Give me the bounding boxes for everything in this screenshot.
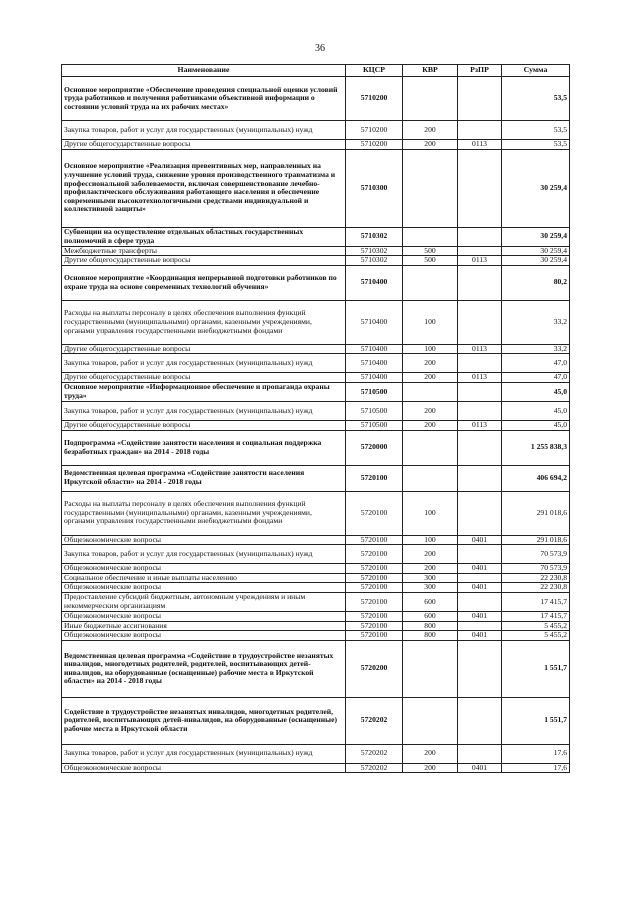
table-row bbox=[62, 744, 570, 763]
row-kcsr-cell: 5720100 bbox=[346, 491, 403, 535]
table-row bbox=[62, 697, 570, 744]
row-sum-cell: 17 415,7 bbox=[502, 611, 570, 621]
table-header-row bbox=[62, 65, 570, 77]
row-name-cell: Закупка товаров, работ и услуг для государственных (муниципальных) нужд bbox=[62, 354, 346, 373]
table-row bbox=[62, 121, 570, 140]
row-name-cell: Общеэкономические вопросы bbox=[62, 535, 346, 545]
row-sum-cell: 291 018,6 bbox=[502, 491, 570, 535]
row-kcsr-cell: 5710302 bbox=[346, 246, 403, 256]
row-sum-cell: 1 255 838,3 bbox=[502, 430, 570, 465]
row-name-cell: Основное мероприятие «Координация непрерывной подготовки работников по охране труда на основе современных технологий обучения» bbox=[62, 265, 346, 300]
row-sum-cell: 30 259,4 bbox=[502, 246, 570, 256]
table-row bbox=[62, 420, 570, 430]
row-kvr-cell: 200 bbox=[403, 420, 458, 430]
row-sum-cell: 30 259,4 bbox=[502, 149, 570, 227]
row-sum-cell: 70 573,9 bbox=[502, 564, 570, 574]
table-row bbox=[62, 465, 570, 491]
table-row bbox=[62, 640, 570, 697]
table-row bbox=[62, 354, 570, 373]
row-sum-cell: 45,0 bbox=[502, 420, 570, 430]
row-sum-cell: 30 259,4 bbox=[502, 227, 570, 246]
row-sum-cell: 47,0 bbox=[502, 373, 570, 383]
row-sum-cell: 33,2 bbox=[502, 300, 570, 344]
row-rzpr-cell bbox=[458, 149, 502, 227]
row-sum-cell: 45,0 bbox=[502, 382, 570, 401]
row-kcsr-cell: 5710500 bbox=[346, 420, 403, 430]
row-sum-cell: 22 230,8 bbox=[502, 583, 570, 593]
row-kcsr-cell: 5720100 bbox=[346, 592, 403, 611]
row-name-cell: Расходы на выплаты персоналу в целях обеспечения выполнения функций государственными (муниципальными) органами, казенными учреждениями, органами управления государственными внебюджетными фондами bbox=[62, 491, 346, 535]
row-kvr-cell: 200 bbox=[403, 564, 458, 574]
row-rzpr-cell: 0401 bbox=[458, 535, 502, 545]
row-kvr-cell bbox=[403, 265, 458, 300]
row-sum-cell: 17,6 bbox=[502, 763, 570, 773]
table-row bbox=[62, 763, 570, 773]
row-kcsr-cell: 5720100 bbox=[346, 611, 403, 621]
table-row bbox=[62, 382, 570, 401]
row-kcsr-cell: 5710200 bbox=[346, 121, 403, 140]
row-kvr-cell bbox=[403, 697, 458, 744]
row-kvr-cell: 200 bbox=[403, 401, 458, 420]
row-rzpr-cell bbox=[458, 121, 502, 140]
row-rzpr-cell bbox=[458, 265, 502, 300]
row-name-cell: Закупка товаров, работ и услуг для государственных (муниципальных) нужд bbox=[62, 121, 346, 140]
row-name-cell: Основное мероприятие «Реализация превентивных мер, направленных на улучшение условий труда, снижение уровня производственного травматизма и профессиональной заболеваемости, включая совершенствование лечебно-профилактического обслуживания работающего населения и обеспечение современными высокотехнологичными средствами индивидуальной и коллективной защиты» bbox=[62, 149, 346, 227]
table-row bbox=[62, 592, 570, 611]
row-kvr-cell bbox=[403, 227, 458, 246]
row-rzpr-cell bbox=[458, 697, 502, 744]
row-rzpr-cell bbox=[458, 640, 502, 697]
row-kvr-cell: 200 bbox=[403, 354, 458, 373]
row-sum-cell: 53,5 bbox=[502, 121, 570, 140]
row-name-cell: Межбюджетные трансферты bbox=[62, 246, 346, 256]
row-sum-cell: 1 551,7 bbox=[502, 697, 570, 744]
row-sum-cell: 33,2 bbox=[502, 344, 570, 354]
row-kvr-cell: 200 bbox=[403, 373, 458, 383]
table-row bbox=[62, 611, 570, 621]
table-row bbox=[62, 564, 570, 574]
table-row bbox=[62, 545, 570, 564]
row-name-cell: Предоставление субсидий бюджетным, автономным учреждениям и иным некоммерческим организациям bbox=[62, 592, 346, 611]
row-kvr-cell: 600 bbox=[403, 611, 458, 621]
row-kcsr-cell: 5710400 bbox=[346, 373, 403, 383]
table-row bbox=[62, 149, 570, 227]
row-name-cell: Ведомственная целевая программа «Содействие занятости населения Иркутской области» на 2014 - 2018 годы bbox=[62, 465, 346, 491]
row-name-cell: Социальное обеспечение и иные выплаты населению bbox=[62, 573, 346, 583]
row-kcsr-cell: 5720000 bbox=[346, 430, 403, 465]
row-rzpr-cell: 0113 bbox=[458, 344, 502, 354]
row-sum-cell: 291 018,6 bbox=[502, 535, 570, 545]
row-rzpr-cell: 0401 bbox=[458, 763, 502, 773]
row-kcsr-cell: 5720100 bbox=[346, 564, 403, 574]
table-row bbox=[62, 631, 570, 641]
row-rzpr-cell bbox=[458, 77, 502, 121]
row-sum-cell: 45,0 bbox=[502, 401, 570, 420]
row-kcsr-cell: 5720202 bbox=[346, 744, 403, 763]
row-name-cell: Другие общегосударственные вопросы bbox=[62, 140, 346, 150]
row-kvr-cell bbox=[403, 77, 458, 121]
header-kcsr: КЦСР bbox=[346, 65, 403, 77]
row-sum-cell: 17,6 bbox=[502, 744, 570, 763]
row-name-cell: Общеэкономические вопросы bbox=[62, 611, 346, 621]
row-rzpr-cell: 0113 bbox=[458, 420, 502, 430]
table-row bbox=[62, 535, 570, 545]
row-kcsr-cell: 5710400 bbox=[346, 354, 403, 373]
row-kcsr-cell: 5720100 bbox=[346, 545, 403, 564]
row-kvr-cell bbox=[403, 430, 458, 465]
row-name-cell: Другие общегосударственные вопросы bbox=[62, 256, 346, 266]
row-name-cell: Ведомственная целевая программа «Содействие в трудоустройстве незанятых инвалидов, многодетных родителей, родителей, воспитывающих детей-инвалидов, на оборудованные (оснащенные) рабочие места в Иркутской области» на 2014 - 2018 годы bbox=[62, 640, 346, 697]
row-kvr-cell: 500 bbox=[403, 256, 458, 266]
row-rzpr-cell bbox=[458, 401, 502, 420]
table-row bbox=[62, 140, 570, 150]
row-sum-cell: 70 573,9 bbox=[502, 545, 570, 564]
row-kcsr-cell: 5710302 bbox=[346, 227, 403, 246]
row-sum-cell: 47,0 bbox=[502, 354, 570, 373]
table-row bbox=[62, 265, 570, 300]
row-kcsr-cell: 5710400 bbox=[346, 300, 403, 344]
table-row bbox=[62, 373, 570, 383]
row-kcsr-cell: 5710200 bbox=[346, 140, 403, 150]
row-rzpr-cell bbox=[458, 592, 502, 611]
row-rzpr-cell: 0113 bbox=[458, 373, 502, 383]
row-rzpr-cell bbox=[458, 227, 502, 246]
row-kvr-cell: 300 bbox=[403, 573, 458, 583]
row-kvr-cell: 100 bbox=[403, 535, 458, 545]
row-kvr-cell: 100 bbox=[403, 300, 458, 344]
row-sum-cell: 1 551,7 bbox=[502, 640, 570, 697]
row-kcsr-cell: 5720100 bbox=[346, 621, 403, 631]
row-name-cell: Основное мероприятие «Обеспечение проведения специальной оценки условий труда работников и получения работниками объективной информации о состоянии условий труда на их рабочих местах» bbox=[62, 77, 346, 121]
row-kvr-cell: 200 bbox=[403, 545, 458, 564]
row-name-cell: Другие общегосударственные вопросы bbox=[62, 373, 346, 383]
row-name-cell: Закупка товаров, работ и услуг для государственных (муниципальных) нужд bbox=[62, 744, 346, 763]
row-kcsr-cell: 5720100 bbox=[346, 631, 403, 641]
row-kcsr-cell: 5720100 bbox=[346, 535, 403, 545]
row-rzpr-cell bbox=[458, 354, 502, 373]
row-name-cell: Субвенции на осуществление отдельных областных государственных полномочий в сфере труда bbox=[62, 227, 346, 246]
row-name-cell: Другие общегосударственные вопросы bbox=[62, 420, 346, 430]
row-rzpr-cell: 0401 bbox=[458, 564, 502, 574]
row-name-cell: Содействие в трудоустройстве незанятых инвалидов, многодетных родителей, родителей, воспитывающих детей-инвалидов, на оборудованные (оснащенные) рабочие места в Иркутской области bbox=[62, 697, 346, 744]
header-sum: Сумма bbox=[502, 65, 570, 77]
row-name-cell: Другие общегосударственные вопросы bbox=[62, 344, 346, 354]
row-rzpr-cell: 0401 bbox=[458, 611, 502, 621]
row-sum-cell: 5 455,2 bbox=[502, 621, 570, 631]
row-kcsr-cell: 5710300 bbox=[346, 149, 403, 227]
row-rzpr-cell bbox=[458, 465, 502, 491]
row-kcsr-cell: 5710400 bbox=[346, 344, 403, 354]
row-name-cell: Закупка товаров, работ и услуг для государственных (муниципальных) нужд bbox=[62, 545, 346, 564]
row-sum-cell: 5 455,2 bbox=[502, 631, 570, 641]
row-rzpr-cell: 0113 bbox=[458, 256, 502, 266]
row-kvr-cell: 200 bbox=[403, 744, 458, 763]
table-row bbox=[62, 583, 570, 593]
row-kvr-cell: 100 bbox=[403, 344, 458, 354]
row-rzpr-cell: 0401 bbox=[458, 583, 502, 593]
row-kcsr-cell: 5720202 bbox=[346, 697, 403, 744]
table-row bbox=[62, 256, 570, 266]
header-name: Наименование bbox=[62, 65, 346, 77]
row-rzpr-cell bbox=[458, 300, 502, 344]
row-name-cell: Подпрограмма «Содействие занятости населения и социальная поддержка безработных граждан» на 2014 - 2018 годы bbox=[62, 430, 346, 465]
row-kcsr-cell: 5710500 bbox=[346, 401, 403, 420]
page-number: 36 bbox=[315, 43, 325, 54]
row-name-cell: Общеэкономические вопросы bbox=[62, 631, 346, 641]
row-kvr-cell bbox=[403, 149, 458, 227]
table-row bbox=[62, 77, 570, 121]
row-name-cell: Основное мероприятие «Информационное обеспечение и пропаганда охраны труда» bbox=[62, 382, 346, 401]
row-name-cell: Общеэкономические вопросы bbox=[62, 583, 346, 593]
table-row bbox=[62, 491, 570, 535]
table-row bbox=[62, 344, 570, 354]
table-row bbox=[62, 227, 570, 246]
row-sum-cell: 53,5 bbox=[502, 140, 570, 150]
row-sum-cell: 406 694,2 bbox=[502, 465, 570, 491]
row-kcsr-cell: 5710500 bbox=[346, 382, 403, 401]
budget-table bbox=[61, 64, 570, 773]
row-rzpr-cell bbox=[458, 744, 502, 763]
row-kvr-cell: 200 bbox=[403, 121, 458, 140]
row-kcsr-cell: 5720200 bbox=[346, 640, 403, 697]
row-name-cell: Общеэкономические вопросы bbox=[62, 763, 346, 773]
row-kvr-cell: 100 bbox=[403, 491, 458, 535]
row-rzpr-cell: 0401 bbox=[458, 631, 502, 641]
table-row bbox=[62, 430, 570, 465]
row-kvr-cell bbox=[403, 465, 458, 491]
row-kvr-cell: 200 bbox=[403, 763, 458, 773]
row-sum-cell: 30 259,4 bbox=[502, 256, 570, 266]
row-kvr-cell: 300 bbox=[403, 583, 458, 593]
row-kvr-cell: 500 bbox=[403, 246, 458, 256]
header-kvr: КВР bbox=[403, 65, 458, 77]
row-sum-cell: 53,5 bbox=[502, 77, 570, 121]
row-rzpr-cell bbox=[458, 430, 502, 465]
row-kcsr-cell: 5710200 bbox=[346, 77, 403, 121]
row-kvr-cell: 800 bbox=[403, 631, 458, 641]
row-name-cell: Общеэкономические вопросы bbox=[62, 564, 346, 574]
row-kcsr-cell: 5720202 bbox=[346, 763, 403, 773]
row-rzpr-cell bbox=[458, 382, 502, 401]
row-name-cell: Закупка товаров, работ и услуг для государственных (муниципальных) нужд bbox=[62, 401, 346, 420]
row-rzpr-cell bbox=[458, 545, 502, 564]
table-row bbox=[62, 300, 570, 344]
header-rzpr: РзПР bbox=[458, 65, 502, 77]
row-kvr-cell bbox=[403, 640, 458, 697]
row-kvr-cell bbox=[403, 382, 458, 401]
row-rzpr-cell bbox=[458, 491, 502, 535]
row-kcsr-cell: 5720100 bbox=[346, 583, 403, 593]
table-body bbox=[62, 77, 570, 773]
row-kcsr-cell: 5720100 bbox=[346, 465, 403, 491]
row-sum-cell: 22 230,8 bbox=[502, 573, 570, 583]
row-name-cell: Расходы на выплаты персоналу в целях обеспечения выполнения функций государственными (муниципальными) органами, казенными учреждениями, органами управления государственными внебюджетными фондами bbox=[62, 300, 346, 344]
row-name-cell: Иные бюджетные ассигнования bbox=[62, 621, 346, 631]
row-kcsr-cell: 5710400 bbox=[346, 265, 403, 300]
row-kvr-cell: 600 bbox=[403, 592, 458, 611]
row-sum-cell: 17 415,7 bbox=[502, 592, 570, 611]
row-sum-cell: 80,2 bbox=[502, 265, 570, 300]
row-kcsr-cell: 5710302 bbox=[346, 256, 403, 266]
row-kvr-cell: 200 bbox=[403, 140, 458, 150]
row-kcsr-cell: 5720100 bbox=[346, 573, 403, 583]
row-kvr-cell: 800 bbox=[403, 621, 458, 631]
table-row bbox=[62, 401, 570, 420]
row-rzpr-cell: 0113 bbox=[458, 140, 502, 150]
